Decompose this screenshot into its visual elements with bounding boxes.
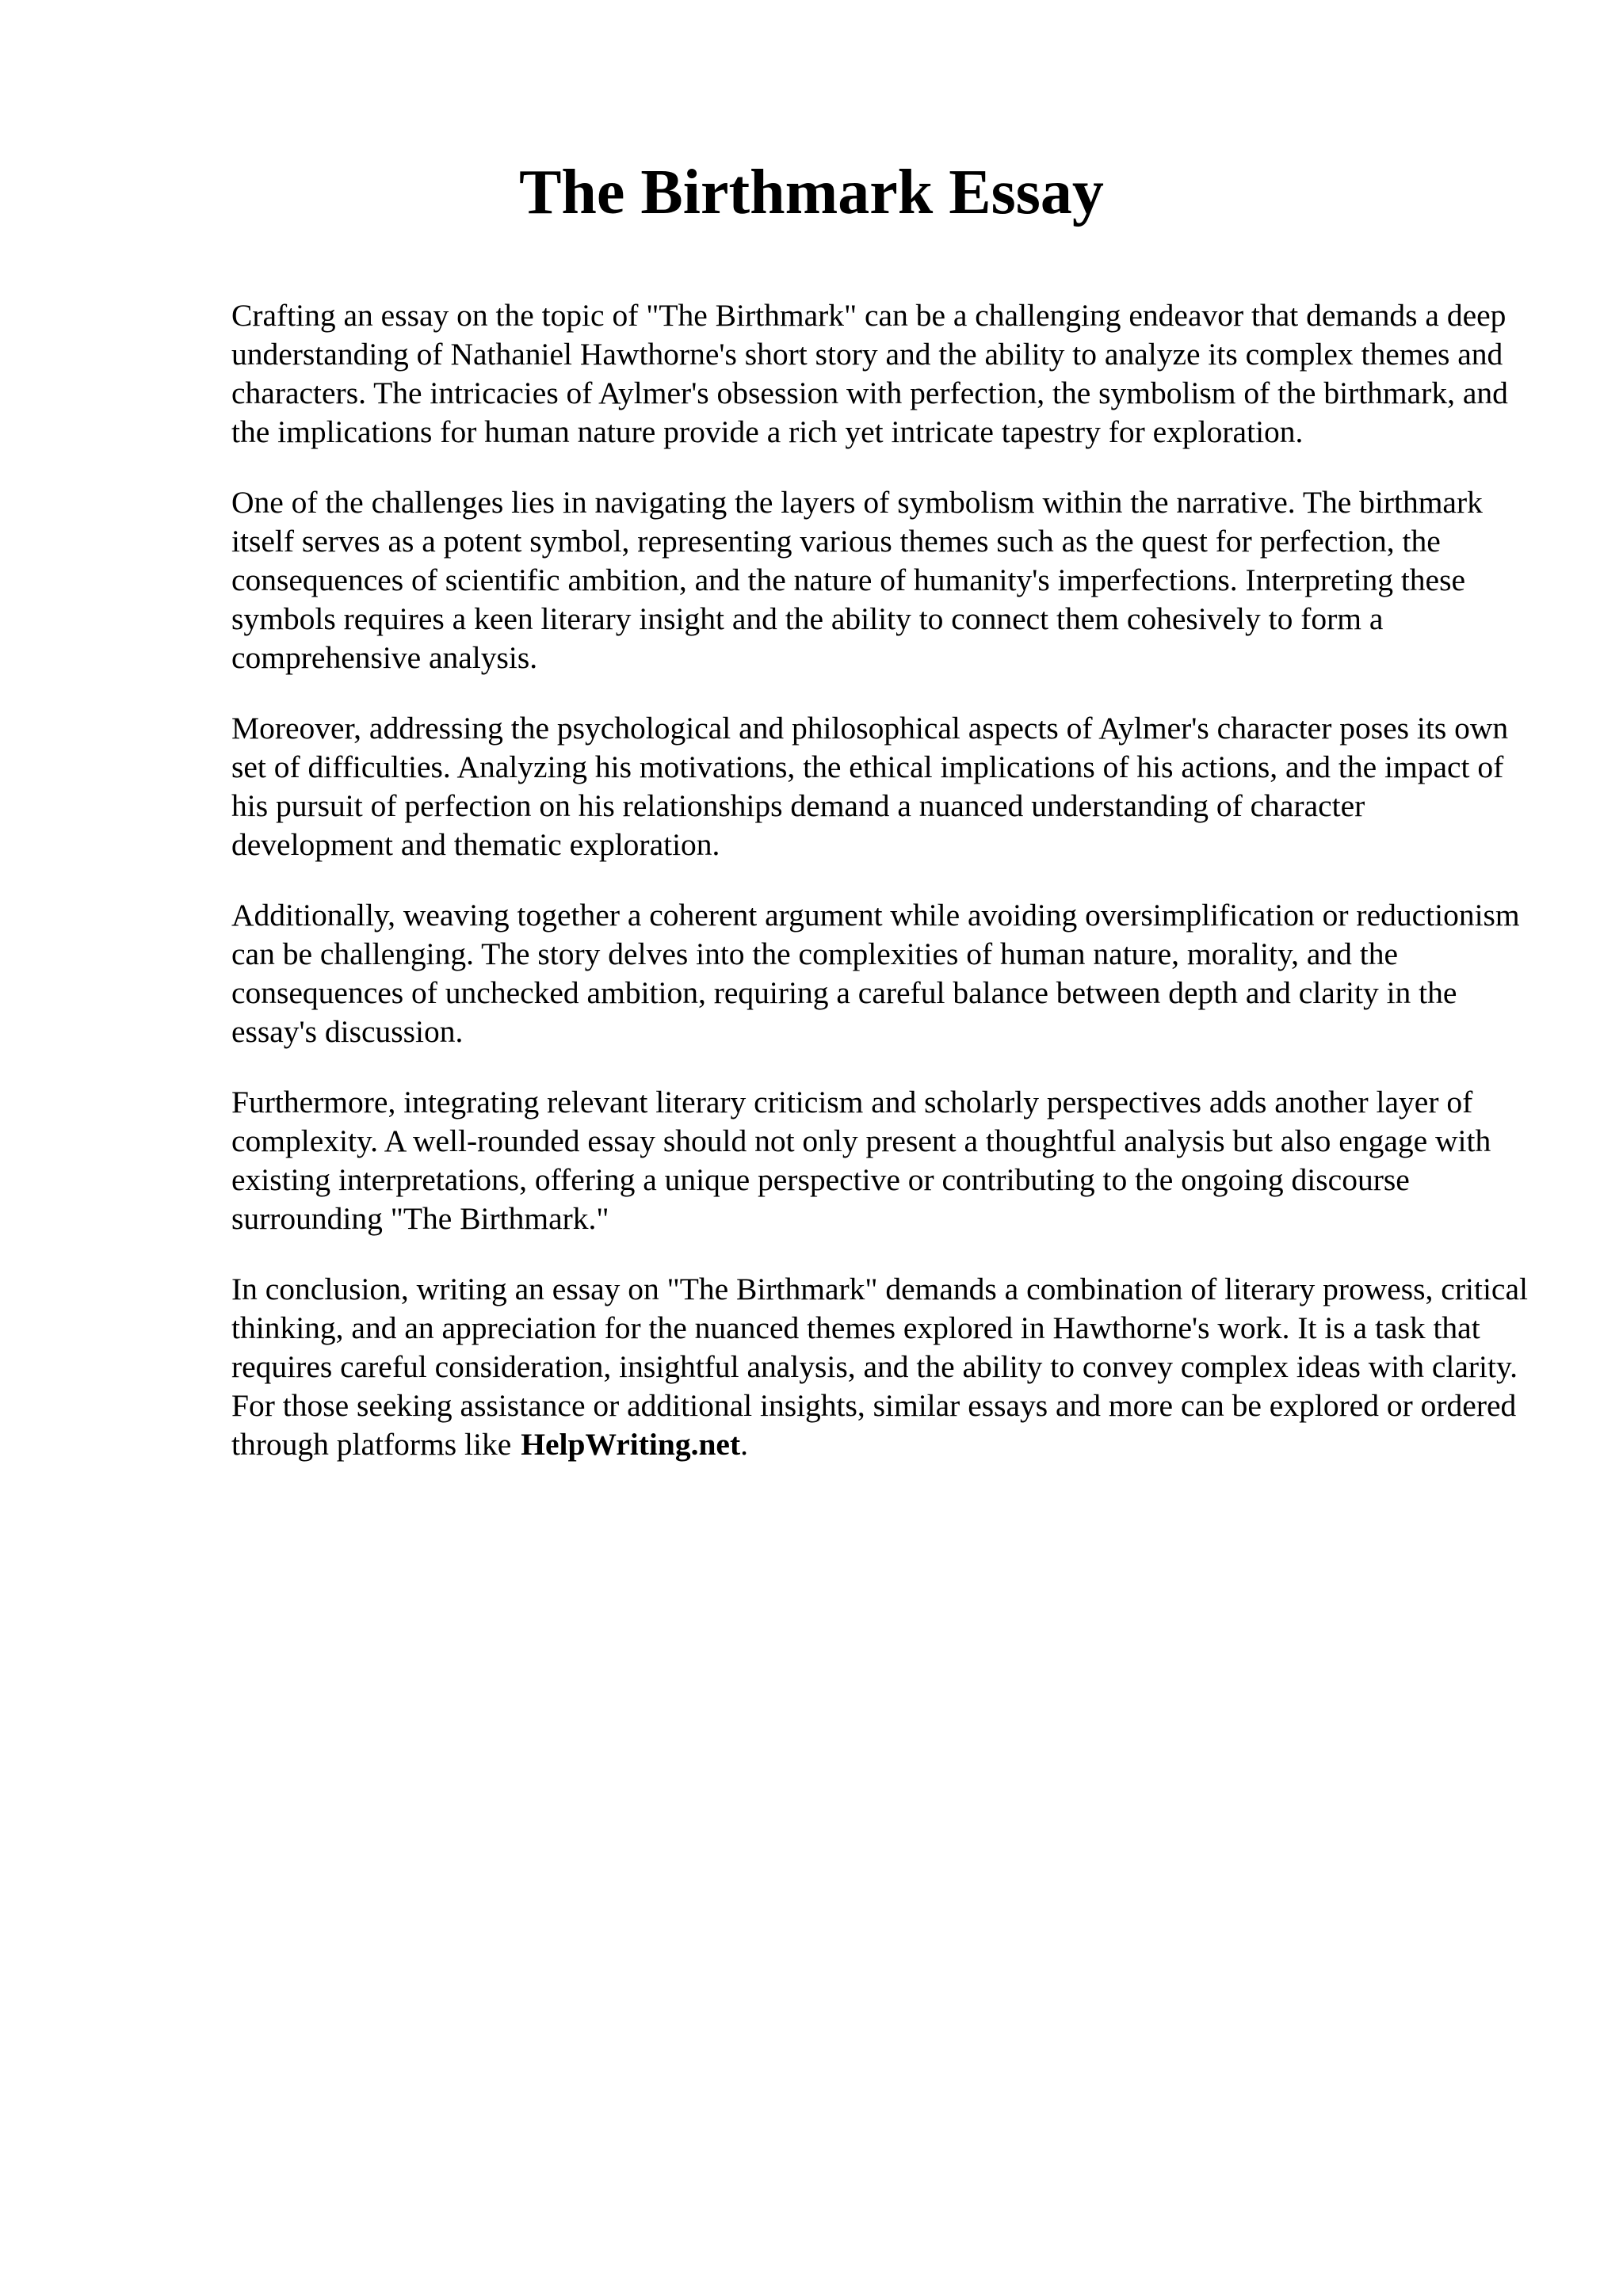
- paragraph-2: One of the challenges lies in navigating the layers of symbolism within the narrative. The birthmark itself serves as a potent symbol, representing various themes such as the quest for perfection, the consequences of scientific ambition, and the nature of humanity's imperfections. Interpreting these symbols requires a keen literary insight and the ability to connect them cohesively to form a comprehensive analysis.: [231, 485, 1483, 675]
- conclusion-text: In conclusion, writing an essay on "The Birthmark" demands a combination of literary prowess, critical thinking, and an appreciation for the nuanced themes explored in Hawthorne's work. It is a task that requires careful consideration, insightful analysis, and the ability to convey complex ideas with clarity. For those seeking assistance or additional insights, similar essays and more can be explored or ordered through platforms like: [231, 1272, 1528, 1462]
- page-title: The Birthmark Essay: [519, 158, 1104, 227]
- paragraph-5: Furthermore, integrating relevant literary criticism and scholarly perspectives adds another layer of complexity. A well-rounded essay should not only present a thoughtful analysis but also engage with existing interpretations, offering a unique perspective or contributing to the ongoing discourse surrounding "The Birthmark.": [231, 1085, 1491, 1236]
- conclusion-period: .: [740, 1427, 748, 1462]
- paragraph-3: Moreover, addressing the psychological and philosophical aspects of Aylmer's character poses its own set of difficulties. Analyzing his motivations, the ethical implications of his actions, and the impact of his pursuit of perfection on his relationships demand a nuanced understanding of character development and thematic exploration.: [231, 711, 1509, 862]
- paragraph-conclusion: [231, 1270, 1531, 1464]
- paragraph-1: Crafting an essay on the topic of "The Birthmark" can be a challenging endeavor that demands a deep understanding of Nathaniel Hawthorne's short story and the ability to analyze its complex themes and characters. The intricacies of Aylmer's obsession with perfection, the symbolism of the birthmark, and the implications for human nature provide a rich yet intricate tapestry for exploration.: [231, 298, 1508, 449]
- paragraph-4: Additionally, weaving together a coherent argument while avoiding oversimplification or reductionism can be challenging. The story delves into the complexities of human nature, morality, and the consequences of unchecked ambition, requiring a careful balance between depth and clarity in the essay's discussion.: [231, 898, 1520, 1049]
- helpwriting-link[interactable]: HelpWriting.net: [521, 1427, 741, 1462]
- essay-body: [231, 296, 1531, 1496]
